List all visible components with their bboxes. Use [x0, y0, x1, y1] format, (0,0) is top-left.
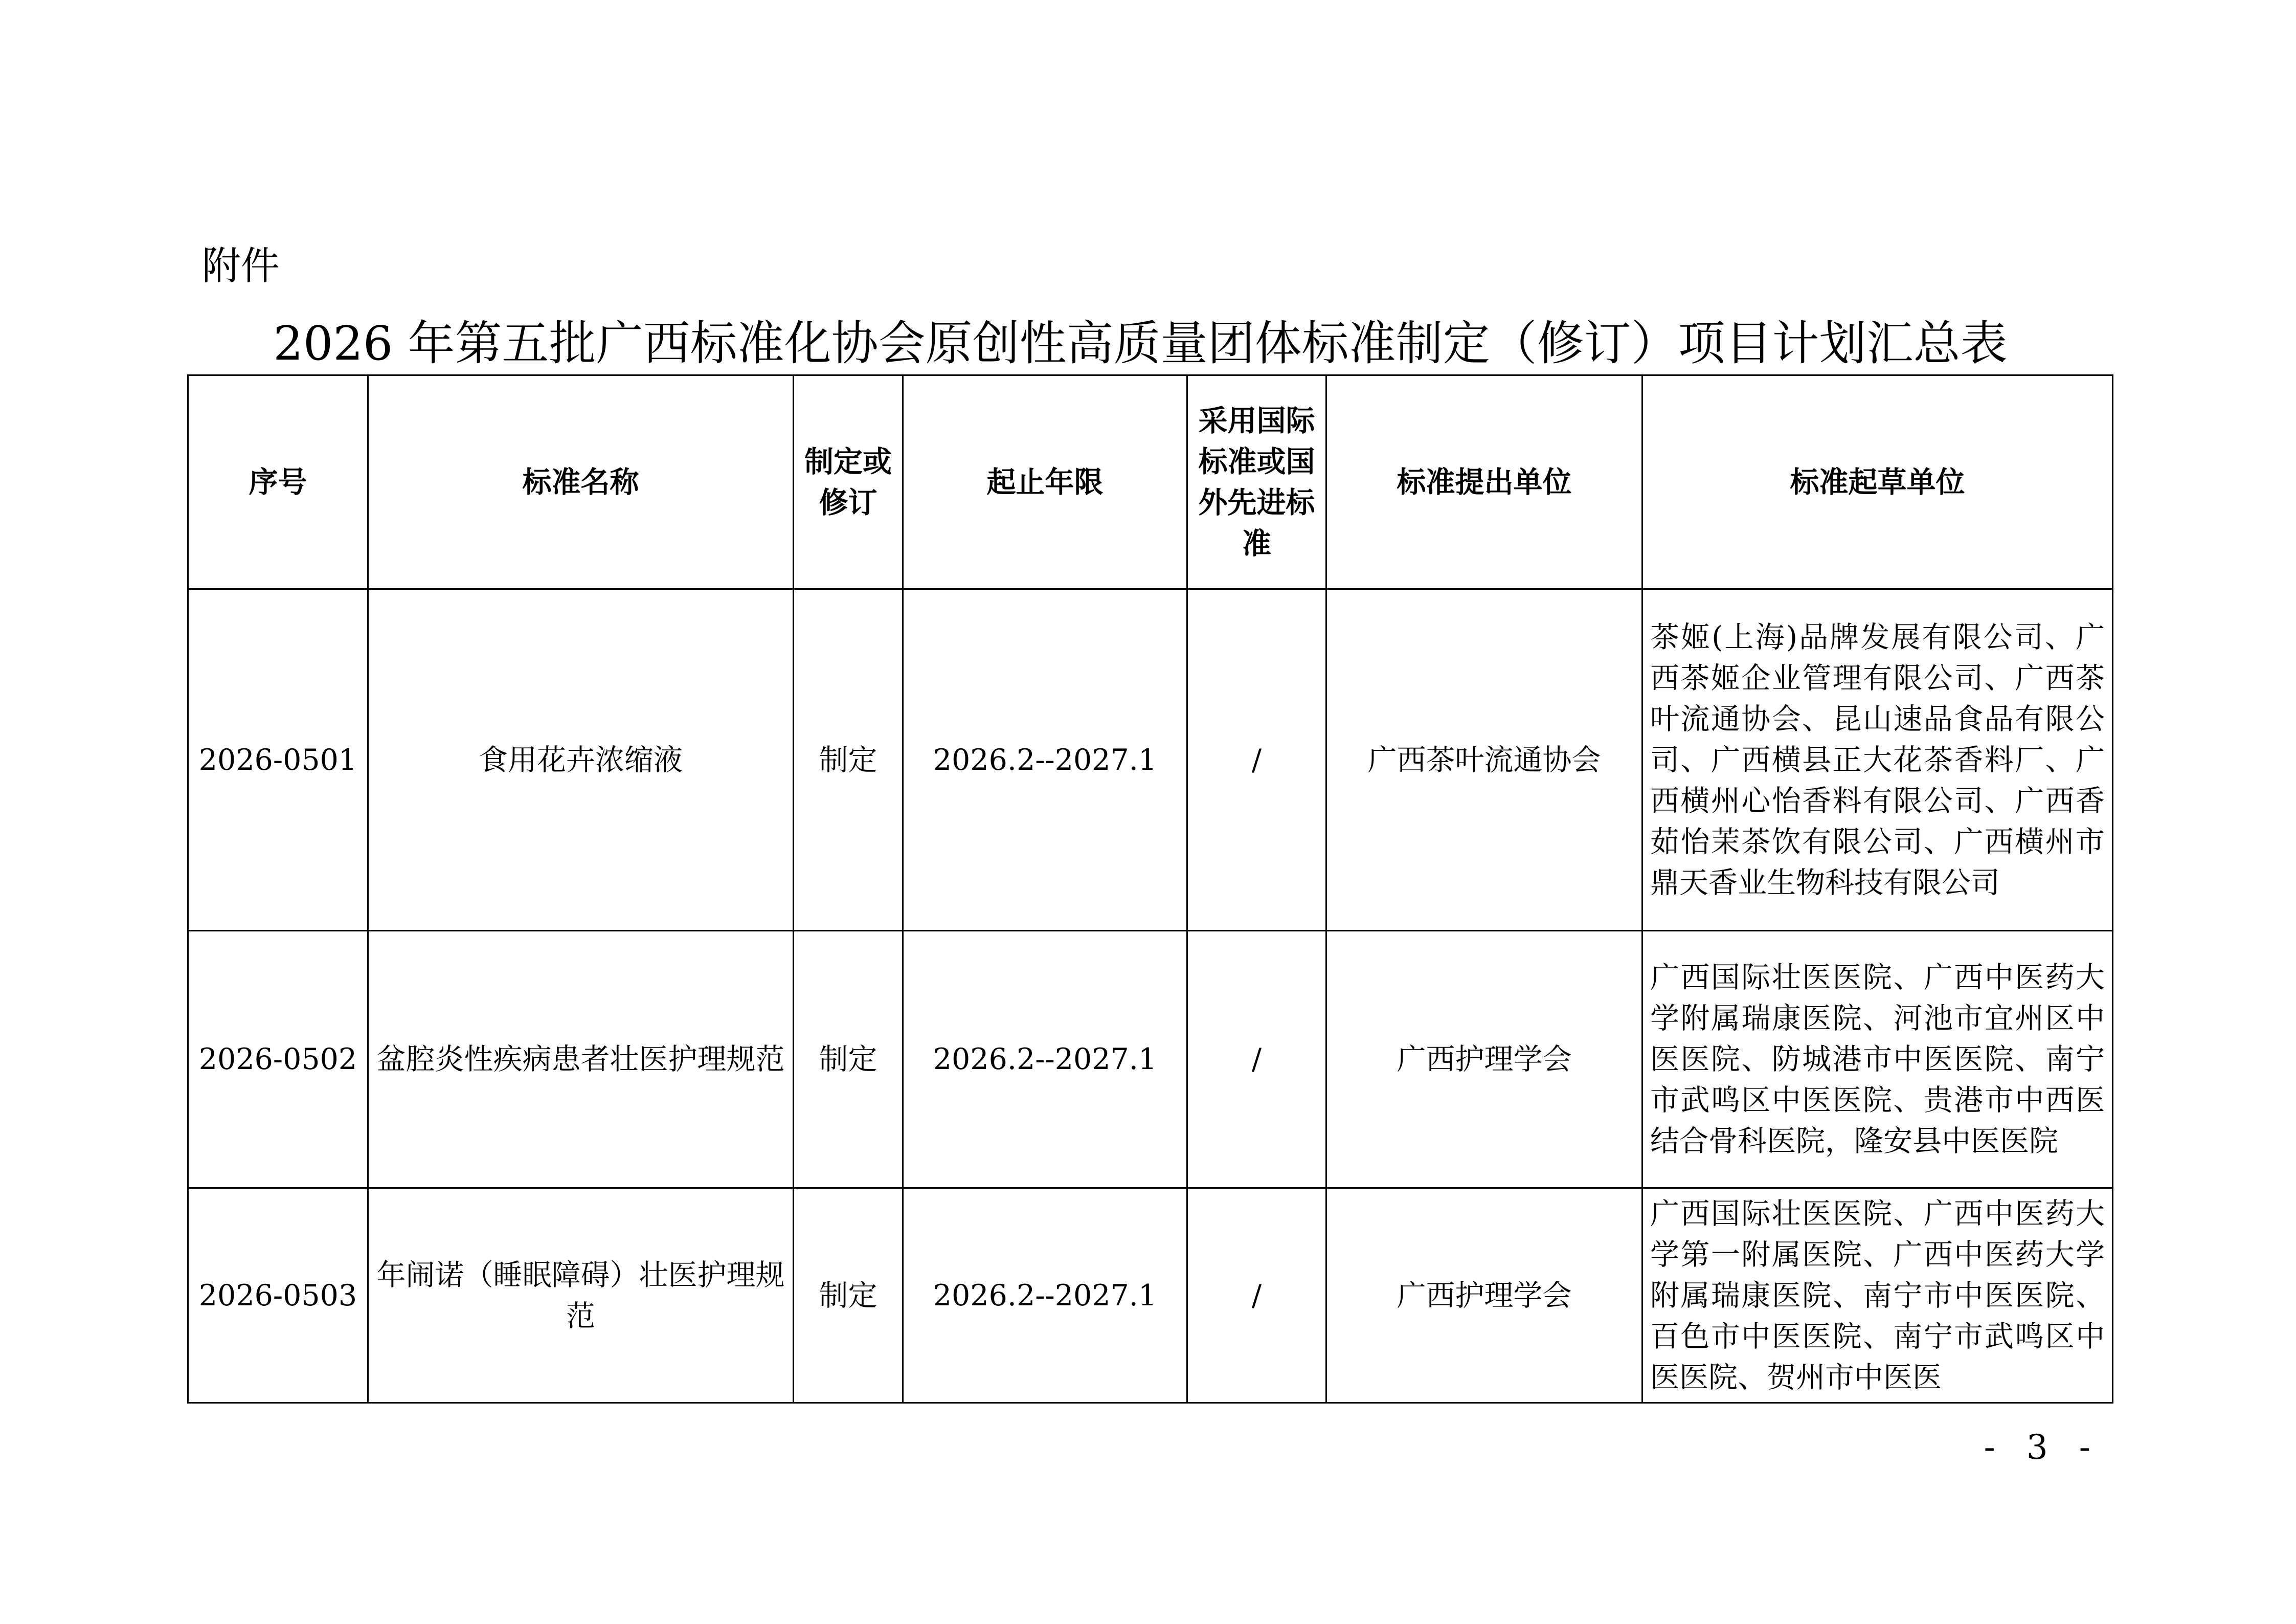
- cell-proposer: 广西护理学会: [1326, 1188, 1642, 1403]
- cell-number: 2026-0501: [188, 589, 368, 931]
- cell-standard-name: 盆腔炎性疾病患者壮医护理规范: [368, 931, 794, 1188]
- table-row: [188, 589, 2113, 931]
- table-row: [188, 931, 2113, 1188]
- attachment-label: 附件: [202, 243, 280, 288]
- cell-adopted-standard: /: [1187, 1188, 1326, 1403]
- col-header-type: 制定或修订: [794, 375, 903, 589]
- cell-type: 制定: [794, 589, 903, 931]
- page-number: - 3 -: [1984, 1428, 2101, 1467]
- cell-drafters: 广西国际壮医医院、广西中医药大学第一附属医院、广西中医药大学附属瑞康医院、南宁市中医医院、百色市中医医院、南宁市武鸣区中医医院、贺州市中医医: [1642, 1188, 2113, 1403]
- cell-number: 2026-0503: [188, 1188, 368, 1403]
- table-header-row: [188, 375, 2113, 589]
- cell-period: 2026.2--2027.1: [903, 931, 1187, 1188]
- col-header-drafters: 标准起草单位: [1642, 375, 2113, 589]
- col-header-number: 序号: [188, 375, 368, 589]
- standards-plan-table: [187, 374, 2113, 1404]
- cell-number: 2026-0502: [188, 931, 368, 1188]
- cell-adopted-standard: /: [1187, 589, 1326, 931]
- cell-proposer: 广西护理学会: [1326, 931, 1642, 1188]
- cell-adopted-standard: /: [1187, 931, 1326, 1188]
- cell-period: 2026.2--2027.1: [903, 589, 1187, 931]
- document-title: 2026 年第五批广西标准化协会原创性高质量团体标准制定（修订）项目计划汇总表: [273, 316, 2008, 371]
- cell-drafters: 茶姬(上海)品牌发展有限公司、广西茶姬企业管理有限公司、广西茶叶流通协会、昆山速品食品有限公司、广西横县正大花茶香料厂、广西横州心怡香料有限公司、广西香茹怡茉茶饮有限公司、广西横州市鼎天香业生物科技有限公司: [1642, 589, 2113, 931]
- cell-proposer: 广西茶叶流通协会: [1326, 589, 1642, 931]
- cell-standard-name: 食用花卉浓缩液: [368, 589, 794, 931]
- cell-drafters: 广西国际壮医医院、广西中医药大学附属瑞康医院、河池市宜州区中医医院、防城港市中医医院、南宁市武鸣区中医医院、贵港市中西医结合骨科医院，隆安县中医医院: [1642, 931, 2113, 1188]
- table-row: [188, 1188, 2113, 1403]
- col-header-standard-name: 标准名称: [368, 375, 794, 589]
- col-header-adopted-standard: 采用国际标准或国外先进标准: [1187, 375, 1326, 589]
- col-header-proposer: 标准提出单位: [1326, 375, 1642, 589]
- col-header-period: 起止年限: [903, 375, 1187, 589]
- cell-standard-name: 年闹诺（睡眠障碍）壮医护理规范: [368, 1188, 794, 1403]
- cell-type: 制定: [794, 931, 903, 1188]
- cell-type: 制定: [794, 1188, 903, 1403]
- cell-period: 2026.2--2027.1: [903, 1188, 1187, 1403]
